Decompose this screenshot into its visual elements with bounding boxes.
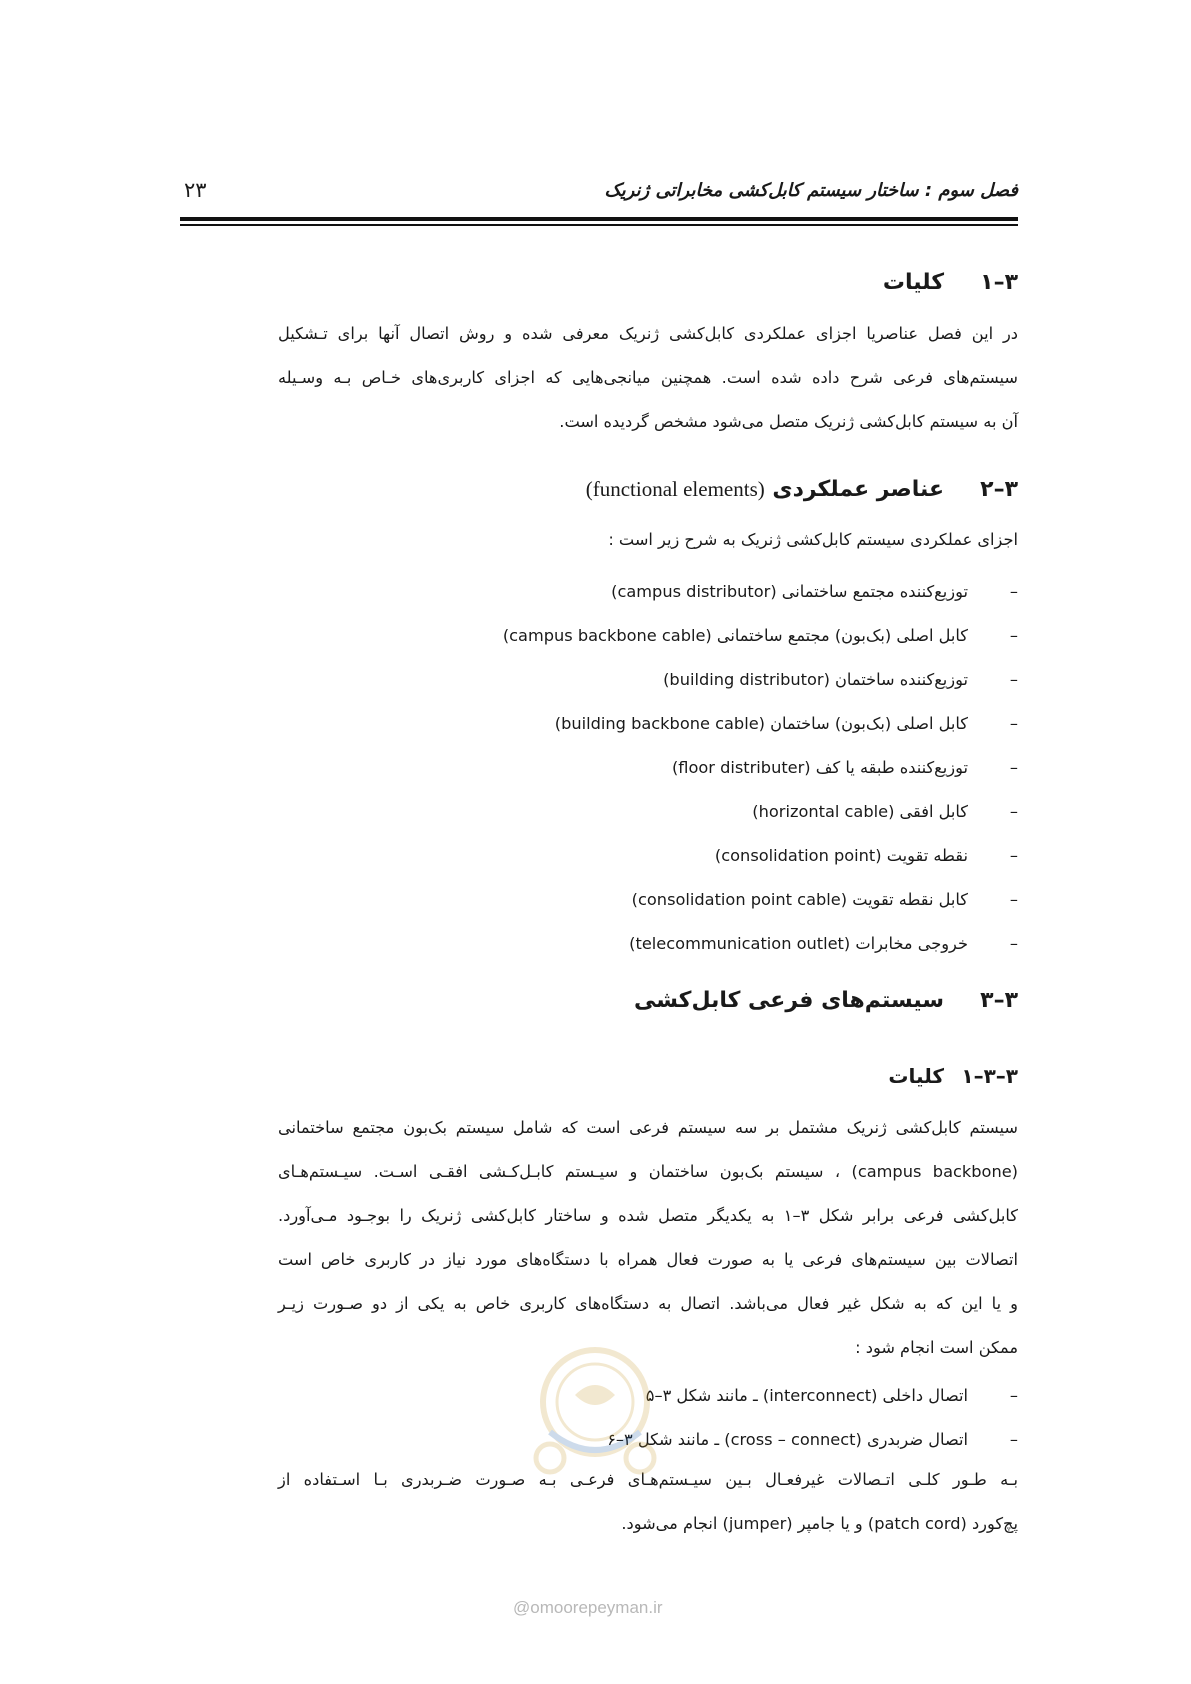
paragraph-line: سیستم کابل‌کشی ژنریک مشتمل بر سه سیستم فرعی است که شامل سیستم بک‌بون مجتمع ساختمانی xyxy=(278,1118,1018,1137)
list-item: – خروجی مخابرات (telecommunication outlet) xyxy=(278,922,1018,966)
section-title-latin: (functional elements) xyxy=(585,477,765,501)
paragraph-line: و یا این که به شکل غیر فعال می‌باشد. اتصال به دستگاه‌های کاربری خاص به یکی از دو صـورت زیـر xyxy=(278,1294,1018,1313)
dash-bullet: – xyxy=(1009,670,1018,689)
section-title: سیستم‌های فرعی کابل‌کشی xyxy=(634,988,944,1013)
list-item: – کابل نقطه تقویت (consolidation point cable) xyxy=(278,878,1018,922)
list-item: – کابل افقی (horizontal cable) xyxy=(278,790,1018,834)
paragraph-line: کابل‌کشی فرعی برابر شکل ۳–۱ به یکدیگر متصل شده و ساختار کابل‌کشی ژنریک را بوجـود مـی‌آورد. xyxy=(278,1206,1018,1225)
paragraph-intro xyxy=(278,518,1018,562)
list-item: – توزیع‌کننده طبقه یا کف (floor distributer) xyxy=(278,746,1018,790)
paragraph-line: در این فصل عناصریا اجزای عملکردی کابل‌کشی ژنریک معرفی شده و روش اتصال آنها برای تـشکیل xyxy=(278,324,1018,343)
list-item: – نقطه تقویت (consolidation point) xyxy=(278,834,1018,878)
section-heading-3-2 xyxy=(586,477,1018,502)
section-heading-3-3 xyxy=(634,988,1018,1013)
dash-bullet: – xyxy=(1009,582,1018,601)
watermark-seal-icon xyxy=(520,1340,670,1480)
section-title: کلیات xyxy=(882,270,944,295)
section-heading-3-1 xyxy=(883,270,1018,295)
list-item: – توزیع‌کننده ساختمان (building distributor) xyxy=(278,658,1018,702)
dash-bullet: – xyxy=(1009,934,1018,953)
dash-bullet: – xyxy=(1009,802,1018,821)
paragraph-line: سیستم‌های فرعی شرح داده شده است. همچنین میانجی‌هایی که اجزای کاربری‌های خـاص بـه وسـیله xyxy=(278,368,1018,387)
paragraph-line: (campus backbone) ، سیستم بک‌بون ساختمان و سیـستم کابـل‌کـشی افقـی اسـت. سیـستم‌هـای xyxy=(278,1162,1018,1181)
section-number: ۳–۳ xyxy=(980,988,1018,1013)
list-item: – کابل اصلی (بک‌بون) ساختمان (building backbone cable) xyxy=(278,702,1018,746)
dash-bullet: – xyxy=(1009,626,1018,645)
paragraph-general xyxy=(278,312,1018,444)
paragraph-line: آن به سیستم کابل‌کشی ژنریک متصل می‌شود مشخص گردیده است. xyxy=(559,412,1018,431)
watermark-url: @omoorepeyman.ir xyxy=(513,1598,663,1617)
section-number: ۳–۳–۱ xyxy=(961,1064,1018,1088)
functional-elements-list xyxy=(278,570,1018,966)
dash-bullet: – xyxy=(1009,1430,1018,1449)
paragraph-line: ممکن است انجام شود : xyxy=(855,1338,1018,1357)
section-title: عناصر عملکردی xyxy=(772,477,944,502)
section-title: کلیات xyxy=(888,1064,944,1088)
section-heading-3-3-1 xyxy=(888,1064,1018,1088)
dash-bullet: – xyxy=(1009,714,1018,733)
dash-bullet: – xyxy=(1009,846,1018,865)
paragraph-subsystems xyxy=(278,1106,1018,1370)
paragraph-line: اتصالات بین سیستم‌های فرعی یا به صورت فعال همراه با دستگاه‌های مورد نیاز در کاربری خاص است xyxy=(278,1250,1018,1269)
header-rule-thick xyxy=(180,217,1018,221)
paragraph-line: پچ‌کورد (patch cord) و یا جامپر (jumper) انجام می‌شود. xyxy=(621,1514,1018,1533)
list-item: – اتصال ضربدری (cross – connect) ـ مانند شکل ۳–۶ xyxy=(278,1418,1018,1462)
list-item: – کابل اصلی (بک‌بون) مجتمع ساختمانی (campus backbone cable) xyxy=(278,614,1018,658)
paragraph-line: اجزای عملکردی سیستم کابل‌کشی ژنریک به شرح زیر است : xyxy=(608,530,1018,549)
dash-bullet: – xyxy=(1009,758,1018,777)
section-number: ۳–۲ xyxy=(980,477,1018,502)
paragraph-line: بـه طـور کلـی اتـصالات غیرفعـال بـین سیـستم‌هـای فرعـی بـه صـورت ضـربدری بـا اسـتفاده از xyxy=(278,1470,1018,1489)
chapter-title: فصل سوم : ساختار سیستم کابل‌کشی مخابراتی ژنریک xyxy=(604,180,1018,201)
running-head xyxy=(180,180,1018,216)
list-item: – اتصال داخلی (interconnect) ـ مانند شکل ۳–۵ xyxy=(278,1374,1018,1418)
list-item: – توزیع‌کننده مجتمع ساختمانی (campus distributor) xyxy=(278,570,1018,614)
dash-bullet: – xyxy=(1009,890,1018,909)
section-number: ۳–۱ xyxy=(980,270,1018,295)
page-number: ۲۳ xyxy=(184,178,207,202)
dash-bullet: – xyxy=(1009,1386,1018,1405)
header-rule-thin xyxy=(180,224,1018,226)
